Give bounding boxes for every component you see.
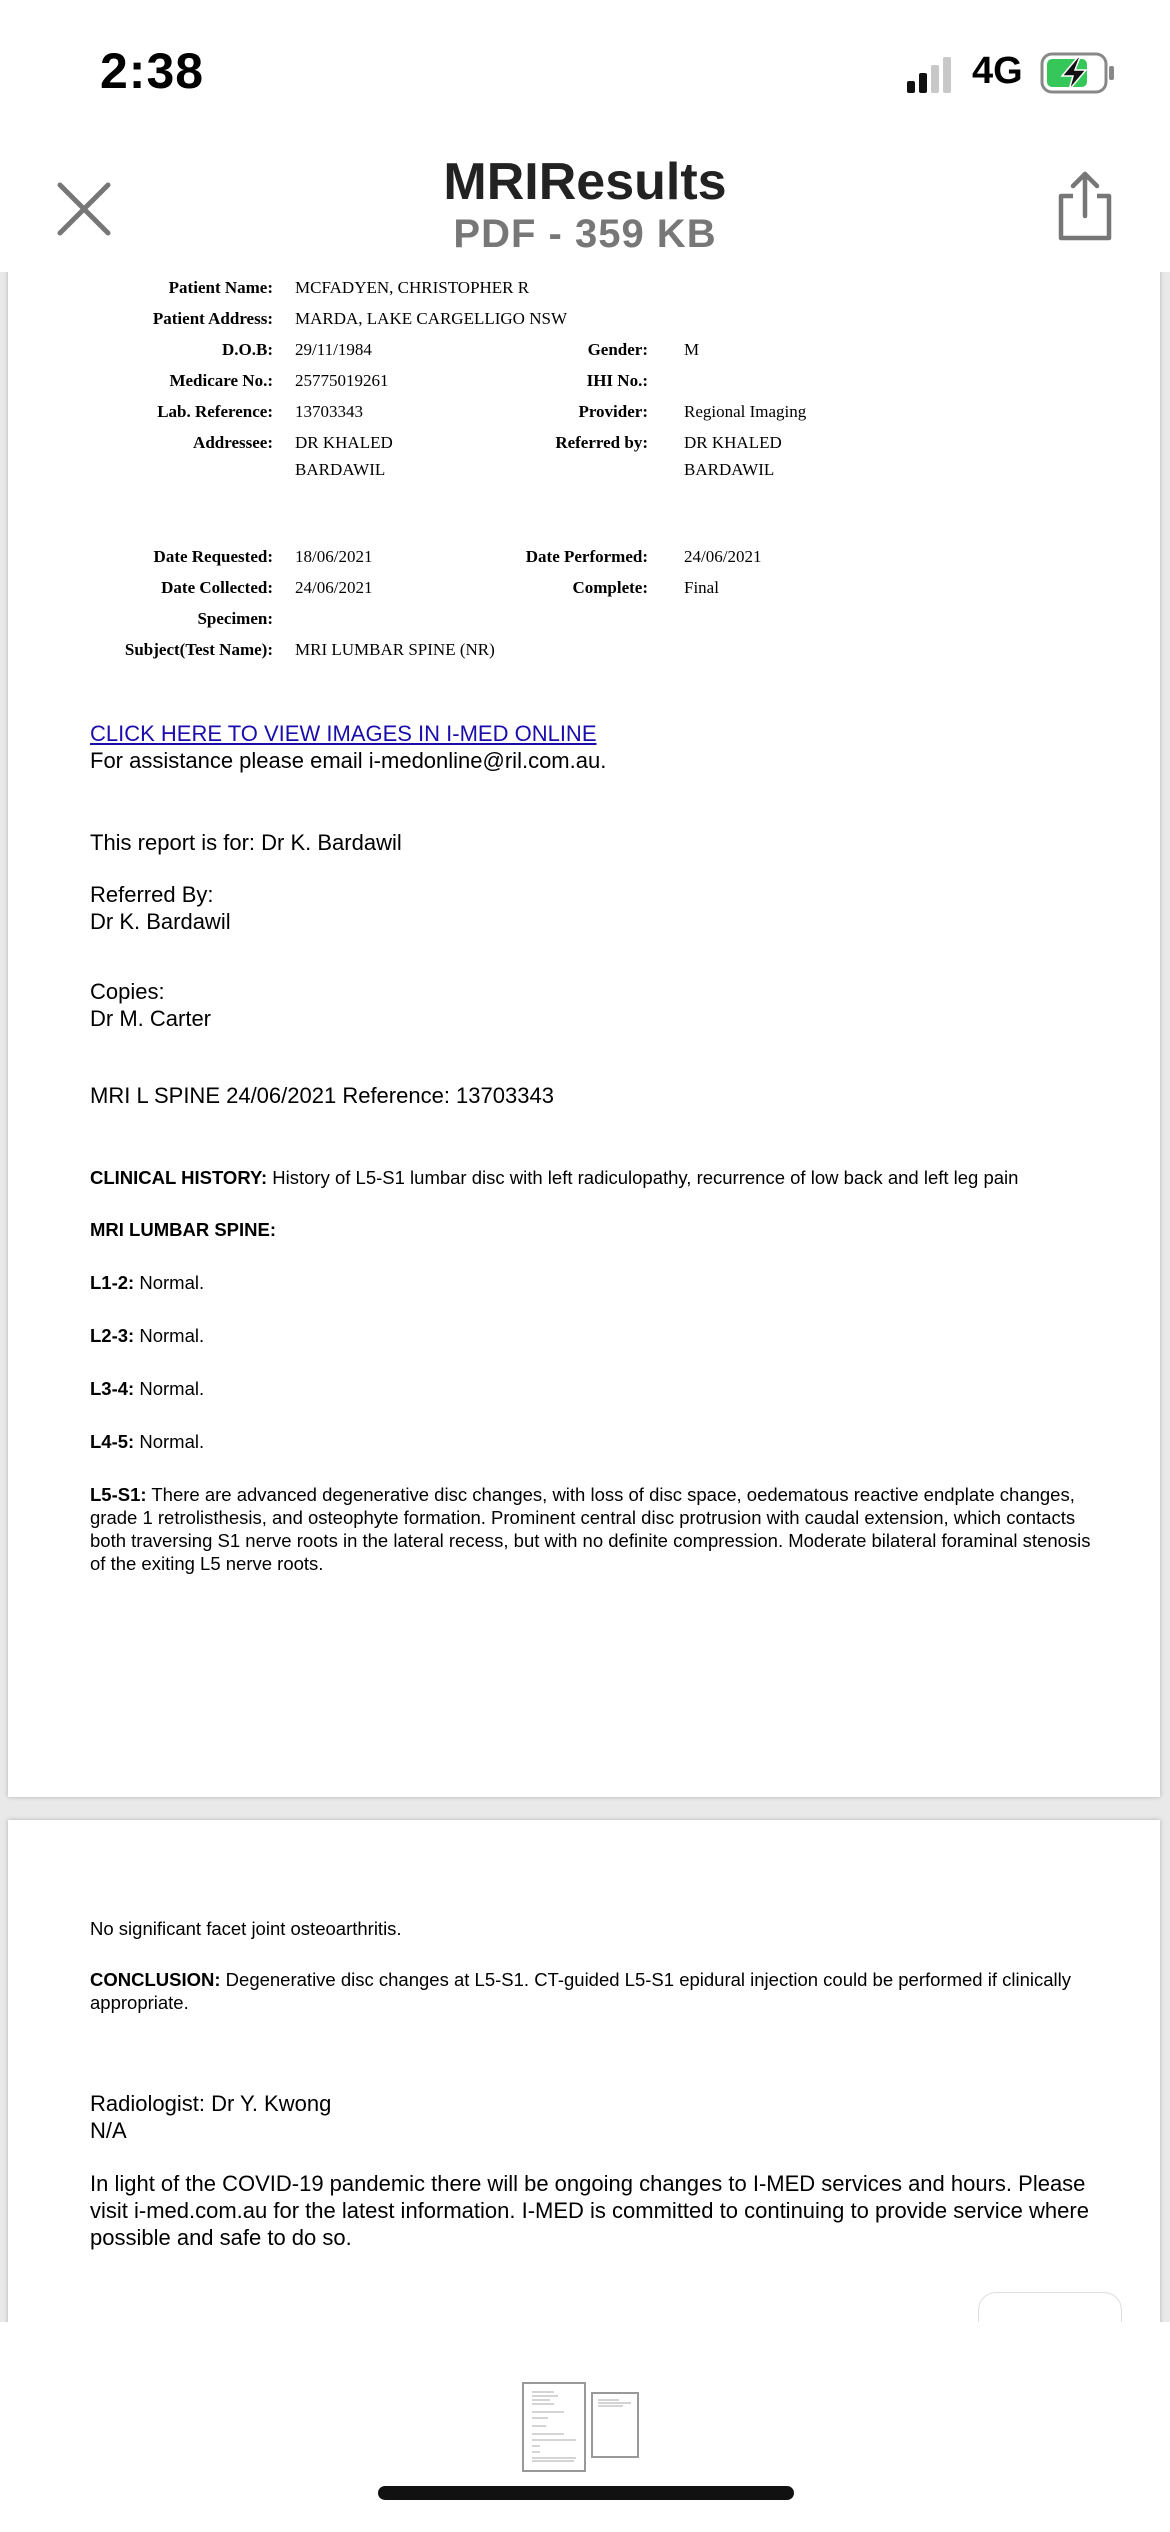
level-l3-4: L3-4: Normal. bbox=[90, 1378, 205, 1399]
facet-finding: No significant facet joint osteoarthritis. bbox=[90, 1918, 402, 1939]
label-gender: Gender: bbox=[587, 340, 648, 359]
pdf-viewer[interactable] bbox=[0, 272, 1170, 2322]
value-patient-address: MARDA, LAKE CARGELLIGO NSW bbox=[295, 309, 567, 328]
covid-notice: In light of the COVID-19 pandemic there will be ongoing changes to I-MED services and hours. Please visit i-med.com.au for the latest information. I-MED is committed to continuing to provide service where possible and safe to do so. bbox=[90, 2171, 1089, 2250]
pdf-page-2 bbox=[8, 1820, 1160, 2322]
nav-bar bbox=[0, 140, 1170, 272]
clinical-history bbox=[90, 1166, 1090, 1189]
clinical-history-label: CLINICAL HISTORY: bbox=[90, 1167, 268, 1188]
copies-label: Copies: bbox=[90, 979, 165, 1004]
label-patient-name: Patient Name: bbox=[168, 278, 273, 297]
level-l4-5: L4-5: Normal. bbox=[90, 1431, 205, 1452]
label-referred-by: Referred by: bbox=[555, 433, 648, 452]
radiologist: Radiologist: Dr Y. Kwong bbox=[90, 2091, 332, 2116]
value-date-collected: 24/06/2021 bbox=[295, 578, 373, 597]
value-referred-line1: DR KHALED bbox=[684, 433, 782, 452]
label-addressee: Addressee: bbox=[193, 433, 273, 452]
label-dob: D.O.B: bbox=[222, 340, 273, 359]
section-title: MRI LUMBAR SPINE: bbox=[90, 1219, 277, 1240]
label-subject: Subject(Test Name): bbox=[124, 640, 273, 659]
thumbnail-preview-2 bbox=[593, 2394, 637, 2456]
value-date-requested: 18/06/2021 bbox=[295, 547, 373, 566]
label-specimen: Specimen: bbox=[197, 609, 273, 628]
conclusion-label: CONCLUSION: bbox=[90, 1969, 221, 1990]
value-complete: Final bbox=[684, 578, 719, 597]
referred-by-label: Referred By: bbox=[90, 882, 214, 907]
assistance-text: For assistance please email i-medonline@ril.com.au. bbox=[90, 748, 607, 773]
document-size: PDF - 359 KB bbox=[453, 212, 717, 256]
conclusion-text: Degenerative disc changes at L5-S1. CT-guided L5-S1 epidural injection could be performed if clinically appropriate. bbox=[90, 1969, 1071, 2013]
value-medicare: 25775019261 bbox=[295, 371, 389, 390]
value-dob: 29/11/1984 bbox=[295, 340, 372, 359]
document-title: MRIResults bbox=[443, 153, 727, 211]
page-thumbnail-bar bbox=[0, 2322, 1170, 2532]
value-addressee-line1: DR KHALED bbox=[295, 433, 393, 452]
thumbnail-preview-1 bbox=[524, 2384, 584, 2470]
report-for: This report is for: Dr K. Bardawil bbox=[90, 830, 402, 855]
value-subject: MRI LUMBAR SPINE (NR) bbox=[295, 640, 495, 659]
label-medicare: Medicare No.: bbox=[169, 371, 273, 390]
value-referred-line2: BARDAWIL bbox=[684, 460, 775, 479]
value-patient-name: MCFADYEN, CHRISTOPHER R bbox=[295, 278, 530, 297]
signal-strength-icon bbox=[905, 55, 955, 93]
label-patient-address: Patient Address: bbox=[152, 309, 273, 328]
value-date-performed: 24/06/2021 bbox=[684, 547, 762, 566]
radiologist-na: N/A bbox=[90, 2118, 127, 2143]
clinical-history-text: History of L5-S1 lumbar disc with left radiculopathy, recurrence of low back and left leg pain bbox=[267, 1167, 1019, 1188]
page-thumbnail-1[interactable] bbox=[522, 2382, 586, 2472]
value-lab-reference: 13703343 bbox=[295, 402, 363, 421]
level-l5-s1: L5-S1: There are advanced degenerative disc changes, with loss of disc space, oedematous reactive endplate changes, grade 1 retrolisthesis, and osteophyte formation. Prominent central disc protrusion with caudal extension, which contacts both traversing S1 nerve roots in the lateral recess, but with no definite compression. Moderate bilateral foraminal stenosis of the exiting L5 nerve roots. bbox=[90, 1484, 1091, 1574]
home-indicator[interactable] bbox=[378, 2486, 794, 2500]
label-date-collected: Date Collected: bbox=[161, 578, 273, 597]
status-bar bbox=[0, 0, 1170, 140]
level-l2-3: L2-3: Normal. bbox=[90, 1325, 205, 1346]
copies-name: Dr M. Carter bbox=[90, 1006, 211, 1031]
page-thumbnail-2[interactable] bbox=[591, 2392, 639, 2458]
status-time: 2:38 bbox=[100, 43, 205, 99]
label-date-requested: Date Requested: bbox=[153, 547, 273, 566]
share-icon[interactable] bbox=[1055, 170, 1115, 242]
exam-reference-line: MRI L SPINE 24/06/2021 Reference: 13703343 bbox=[90, 1083, 554, 1108]
label-date-performed: Date Performed: bbox=[525, 547, 648, 566]
level-l1-2: L1-2: Normal. bbox=[90, 1272, 205, 1293]
view-images-link[interactable]: CLICK HERE TO VIEW IMAGES IN I-MED ONLINE bbox=[90, 721, 597, 746]
value-gender: M bbox=[684, 340, 700, 359]
network-type: 4G bbox=[972, 50, 1023, 92]
referred-by-name: Dr K. Bardawil bbox=[90, 909, 231, 934]
label-ihi: IHI No.: bbox=[586, 371, 648, 390]
label-complete: Complete: bbox=[572, 578, 648, 597]
conclusion bbox=[90, 1968, 1090, 2014]
label-lab-reference: Lab. Reference: bbox=[157, 402, 273, 421]
label-provider: Provider: bbox=[578, 402, 648, 421]
battery-charging-icon bbox=[1040, 52, 1116, 94]
value-provider: Regional Imaging bbox=[684, 402, 807, 421]
value-addressee-line2: BARDAWIL bbox=[295, 460, 386, 479]
pdf-page-1 bbox=[8, 272, 1160, 1797]
